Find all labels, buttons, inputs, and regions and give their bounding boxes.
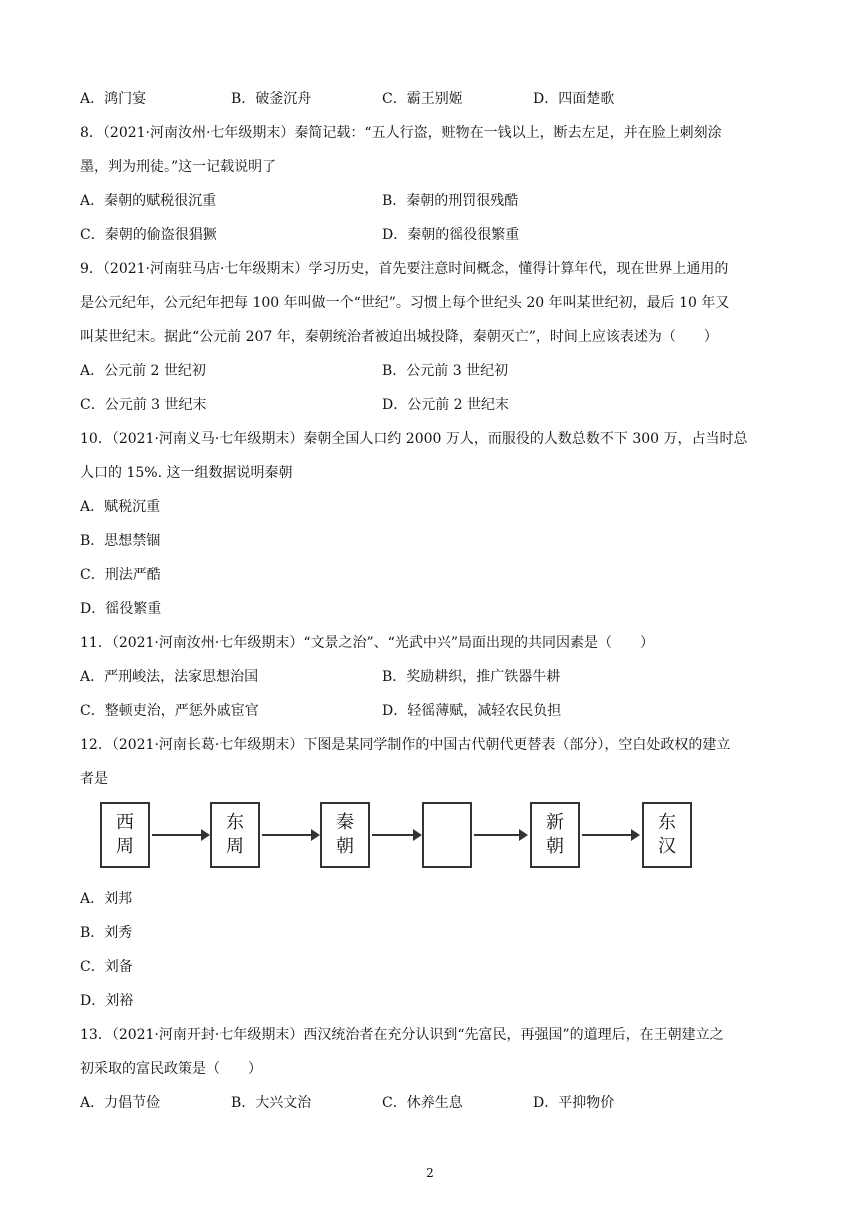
dynasty-box-char: 汉	[658, 836, 676, 857]
q11-option-c: C．整顿吏治，严惩外戚宦官	[80, 703, 259, 719]
dynasty-box-eastern-han	[642, 802, 692, 868]
q12-stem-line-2: 者是	[80, 771, 108, 787]
dynasty-box-char: 周	[116, 836, 134, 857]
dynasty-box-char: 周	[226, 836, 244, 857]
dynasty-box-eastern-zhou	[210, 802, 260, 868]
q10-stem-line-2: 人口的 15%. 这一组数据说明秦朝	[80, 465, 293, 481]
q7-option-c: C．霸王别姬	[382, 91, 463, 107]
arrow-right	[582, 834, 638, 836]
arrow-right	[152, 834, 208, 836]
dynasty-box-qin	[320, 802, 370, 868]
arrow-right	[474, 834, 526, 836]
dynasty-box-char: 东	[226, 812, 244, 833]
q9-option-c: C．公元前 3 世纪末	[80, 397, 207, 413]
dynasty-box-char: 朝	[546, 836, 564, 857]
q9-stem-line-2: 是公元纪年，公元纪年把每 100 年叫做一个“世纪”。习惯上每个世纪头 20 年叫某世纪初，最后 10 年又	[80, 295, 730, 311]
q7-option-a: A．鸿门宴	[80, 91, 147, 107]
q8-stem-line-1: 8．（2021·河南汝州·七年级期末）秦简记载：“五人行盗，赃物在一钱以上，断去左足，并在脸上刺刻涂	[80, 125, 722, 141]
q11-option-d: D．轻徭薄赋，减轻农民负担	[382, 703, 562, 719]
dynasty-box-char: 新	[546, 812, 564, 833]
q7-option-b: B．破釜沉舟	[231, 91, 312, 107]
q12-option-a: A．刘邦	[80, 891, 133, 907]
q12-stem-line-1: 12．（2021·河南长葛·七年级期末）下图是某同学制作的中国古代朝代更替表（部分），空白处政权的建立	[80, 737, 731, 753]
q9-stem-line-1: 9．（2021·河南驻马店·七年级期末）学习历史，首先要注意时间概念，懂得计算年代，现在世界上通用的	[80, 261, 729, 277]
q11-stem-line-1: 11．（2021·河南汝州·七年级期末）“文景之治”、“光武中兴”局面出现的共同因素是（ ）	[80, 635, 654, 651]
page-number: 2	[426, 1166, 434, 1180]
q12-option-d: D．刘裕	[80, 993, 134, 1009]
q10-stem-line-1: 10．（2021·河南义马·七年级期末）秦朝全国人口约 2000 万人，而服役的人数总数不下 300 万，占当时总	[80, 431, 748, 447]
q13-stem-line-1: 13．（2021·河南开封·七年级期末）西汉统治者在充分认识到“先富民，再强国”的道理后，在王朝建立之	[80, 1027, 724, 1043]
q9-stem-line-3: 叫某世纪末。据此“公元前 207 年，秦朝统治者被迫出城投降，秦朝灭亡”，时间上应该表述为（ ）	[80, 329, 718, 345]
dynasty-box-char: 秦	[336, 812, 354, 833]
q8-option-c: C．秦朝的偷盗很猖獗	[80, 227, 217, 243]
q13-option-b: B．大兴文治	[231, 1095, 312, 1111]
dynasty-box-char: 朝	[336, 836, 354, 857]
dynasty-box-char: 西	[116, 812, 134, 833]
q10-option-c: C．刑法严酷	[80, 567, 161, 583]
q11-option-b: B．奖励耕织，推广铁器牛耕	[382, 669, 561, 685]
dynasty-box-western-zhou	[100, 802, 150, 868]
q9-option-b: B．公元前 3 世纪初	[382, 363, 509, 379]
q11-option-a: A．严刑峻法，法家思想治国	[80, 669, 259, 685]
q13-option-a: A．力倡节俭	[80, 1095, 161, 1111]
q13-option-c: C．休养生息	[382, 1095, 463, 1111]
q13-stem-line-2: 初采取的富民政策是（ ）	[80, 1061, 262, 1077]
q9-option-a: A．公元前 2 世纪初	[80, 363, 206, 379]
dynasty-succession-diagram	[100, 802, 700, 872]
dynasty-box-blank	[422, 802, 472, 868]
q10-option-a: A．赋税沉重	[80, 499, 161, 515]
q12-option-b: B．刘秀	[80, 925, 133, 941]
dynasty-box-xin	[530, 802, 580, 868]
q13-option-d: D．平抑物价	[533, 1095, 615, 1111]
q8-option-d: D．秦朝的徭役很繁重	[382, 227, 520, 243]
q8-option-b: B．秦朝的刑罚很残酷	[382, 193, 519, 209]
q8-stem-line-2: 墨，判为刑徒。”这一记载说明了	[80, 159, 277, 175]
arrow-right	[372, 834, 420, 836]
q8-option-a: A．秦朝的赋税很沉重	[80, 193, 217, 209]
q10-option-b: B．思想禁锢	[80, 533, 161, 549]
q9-option-d: D．公元前 2 世纪末	[382, 397, 510, 413]
arrow-right	[262, 834, 318, 836]
q10-option-d: D．徭役繁重	[80, 601, 162, 617]
q12-option-c: C．刘备	[80, 959, 133, 975]
q7-option-d: D．四面楚歌	[533, 91, 615, 107]
dynasty-box-char: 东	[658, 812, 676, 833]
